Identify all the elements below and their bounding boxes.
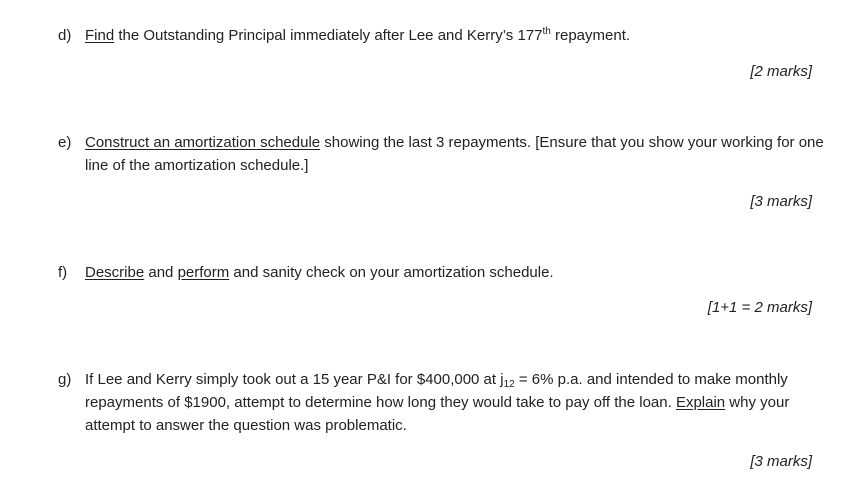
question-body: showing the last 3 repayments. [Ensure that you show your working for one line of the amortization schedule.] — [85, 134, 824, 174]
question-body-end: repayment. — [550, 27, 631, 44]
question-label: e) — [58, 134, 72, 151]
instruction-verb: Describe — [85, 264, 145, 281]
question-label: g) — [58, 371, 72, 388]
connector: and — [144, 264, 178, 281]
marks-e: [3 marks] — [750, 193, 812, 210]
question-text — [85, 131, 838, 177]
instruction-verb: Find — [85, 27, 115, 44]
question-d — [58, 24, 838, 47]
instruction-verb: Construct an amortization schedule — [85, 134, 321, 151]
question-body-end: why your attempt to answer the question was problematic. — [85, 394, 790, 434]
question-text — [85, 24, 838, 47]
question-text — [85, 368, 838, 437]
marks-f: [1+1 = 2 marks] — [707, 299, 812, 316]
question-f — [58, 261, 838, 284]
question-label: d) — [58, 27, 72, 44]
question-label: f) — [58, 264, 68, 281]
question-body: If Lee and Kerry simply took out a 15 year P&I for $400,000 at j — [85, 371, 504, 388]
marks-g: [3 marks] — [750, 453, 812, 470]
ordinal-suffix: th — [542, 26, 551, 37]
question-e — [58, 131, 838, 177]
marks-d: [2 marks] — [750, 63, 812, 80]
question-body-mid: = 6% p.a. and intended to make monthly repayments of $1900, attempt to determine how long they would take to pay off the loan. — [85, 371, 788, 411]
rate-subscript: 12 — [503, 379, 515, 390]
instruction-verb: perform — [177, 264, 230, 281]
question-body: the Outstanding Principal immediately after Lee and Kerry’s 177 — [114, 27, 543, 44]
question-body: and sanity check on your amortization schedule. — [229, 264, 554, 281]
question-text — [85, 261, 838, 284]
question-g — [58, 368, 838, 437]
instruction-verb: Explain — [675, 394, 726, 411]
